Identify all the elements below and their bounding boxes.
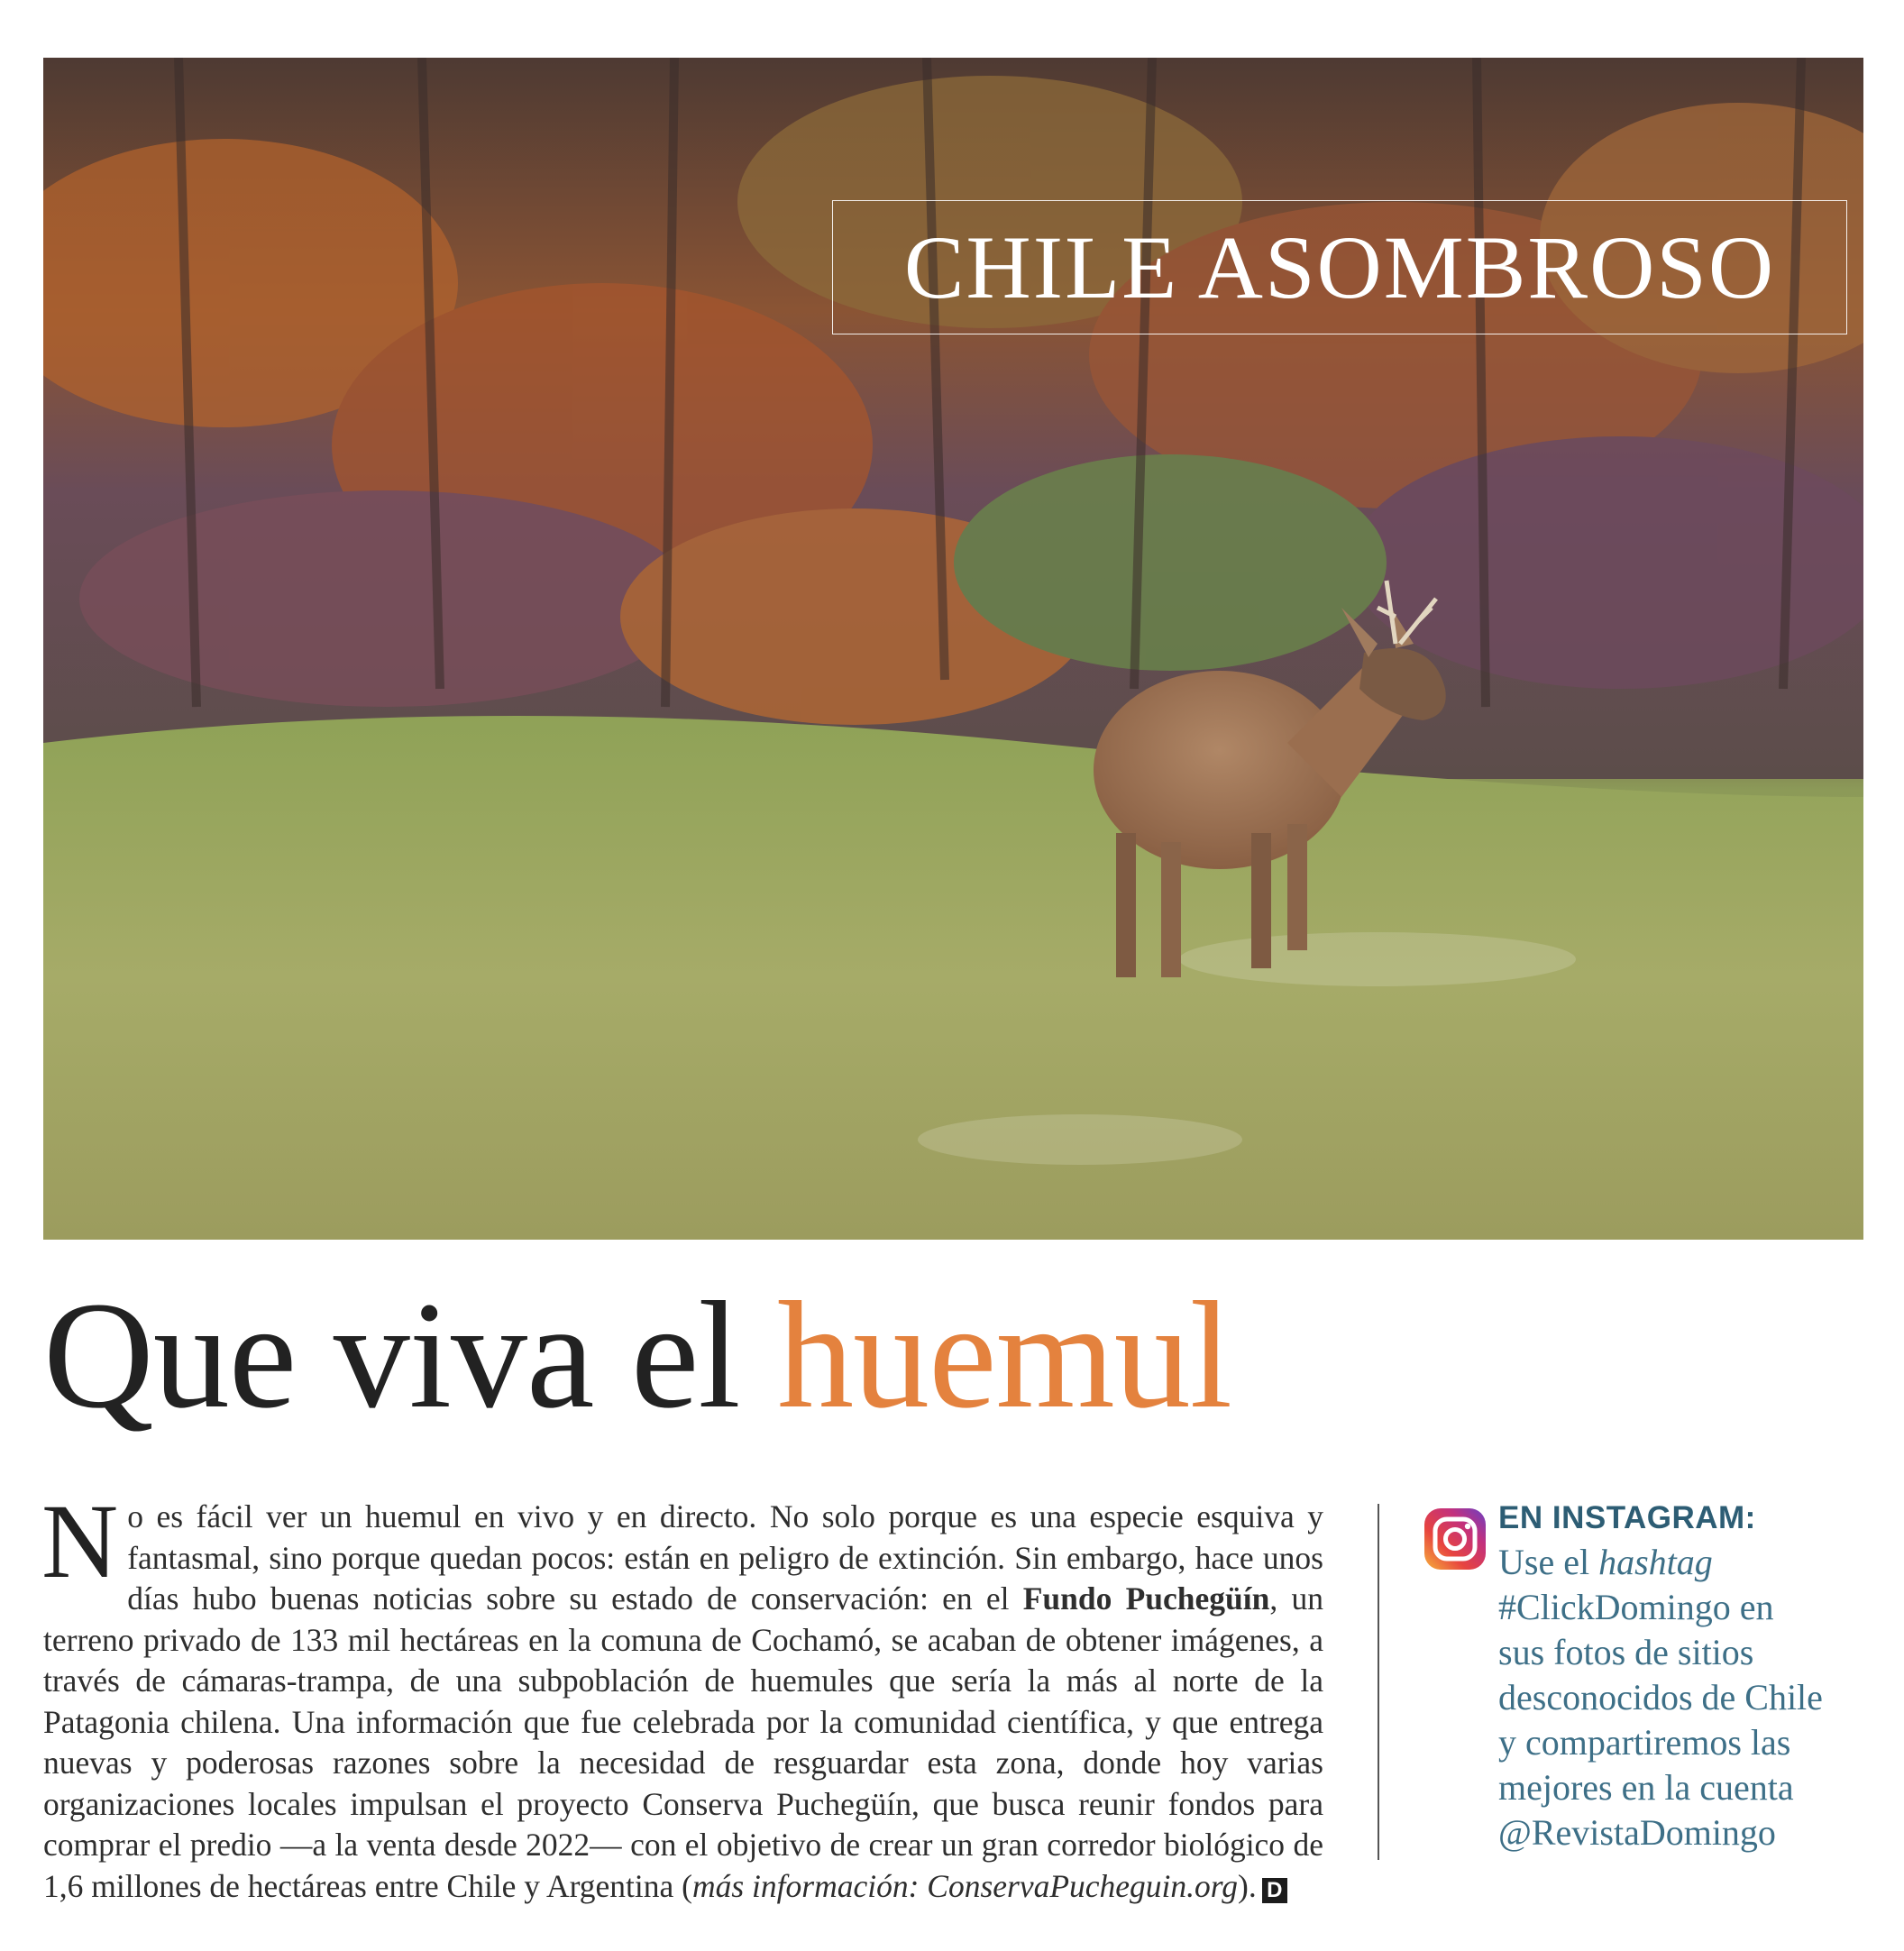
section-title-box bbox=[832, 200, 1847, 334]
instagram-line-6: mejores en la cuenta bbox=[1498, 1767, 1794, 1808]
instagram-icon bbox=[1423, 1507, 1488, 1571]
dropcap: N bbox=[41, 1482, 119, 1600]
column-divider bbox=[1378, 1504, 1379, 1860]
hero-photo bbox=[43, 58, 1863, 1240]
instagram-line-5: y compartiremos las bbox=[1498, 1722, 1791, 1763]
body-italic: más información: ConservaPucheguin.org bbox=[691, 1867, 1239, 1904]
article-body bbox=[41, 1482, 1323, 1907]
section-title: CHILE ASOMBROSO bbox=[903, 217, 1776, 317]
instagram-line-1b: hashtag bbox=[1598, 1542, 1713, 1582]
body-text-3: ). bbox=[1238, 1867, 1257, 1904]
instagram-line-1a: Use el bbox=[1498, 1542, 1599, 1582]
body-bold: Fundo Puchegüín bbox=[1022, 1580, 1270, 1617]
body-text-2: , un terreno privado de 133 mil hectáreas en la comuna de Cochamó, se acaban de obtener imágenes, a través de cámaras-trampa, de una subpoblación de huemules que sería la más al norte de la Patagonia chilena. Una información que fue celebrada por la comunidad científica, y que entrega nuevas y poderosas razones sobre la necesidad de resguardar esta zona, donde hoy varias organizaciones locales impulsan el proyecto Conserva Puchegüín, que busca reunir fondos para comprar el predio —a la venta desde 2022— con el objetivo de crear un gran corredor biológico de 1,6 millones de hectáreas entre Chile y Argentina ( bbox=[43, 1580, 1323, 1904]
instagram-line-4: desconocidos de Chile bbox=[1498, 1677, 1823, 1717]
instagram-line-3: sus fotos de sitios bbox=[1498, 1632, 1754, 1672]
instagram-text bbox=[1498, 1540, 1895, 1855]
instagram-line-7: @RevistaDomingo bbox=[1498, 1812, 1776, 1853]
headline-accent: huemul bbox=[777, 1270, 1232, 1440]
headline bbox=[43, 1270, 1232, 1440]
body-text-1: o es fácil ver un huemul en vivo y en directo. No solo porque es una especie esquiva y fantasmal, sino porque quedan pocos: están en peligro de extinción. Sin embargo, hace unos días hubo buenas noticias sobre su estado de conservación: en el bbox=[127, 1498, 1323, 1617]
instagram-heading: EN INSTAGRAM: bbox=[1498, 1500, 1756, 1535]
instagram-line-2: #ClickDomingo en bbox=[1498, 1587, 1774, 1627]
instagram-line-1 bbox=[1498, 1540, 1895, 1585]
end-mark: D bbox=[1262, 1878, 1287, 1903]
headline-part: Que viva el bbox=[43, 1270, 778, 1440]
